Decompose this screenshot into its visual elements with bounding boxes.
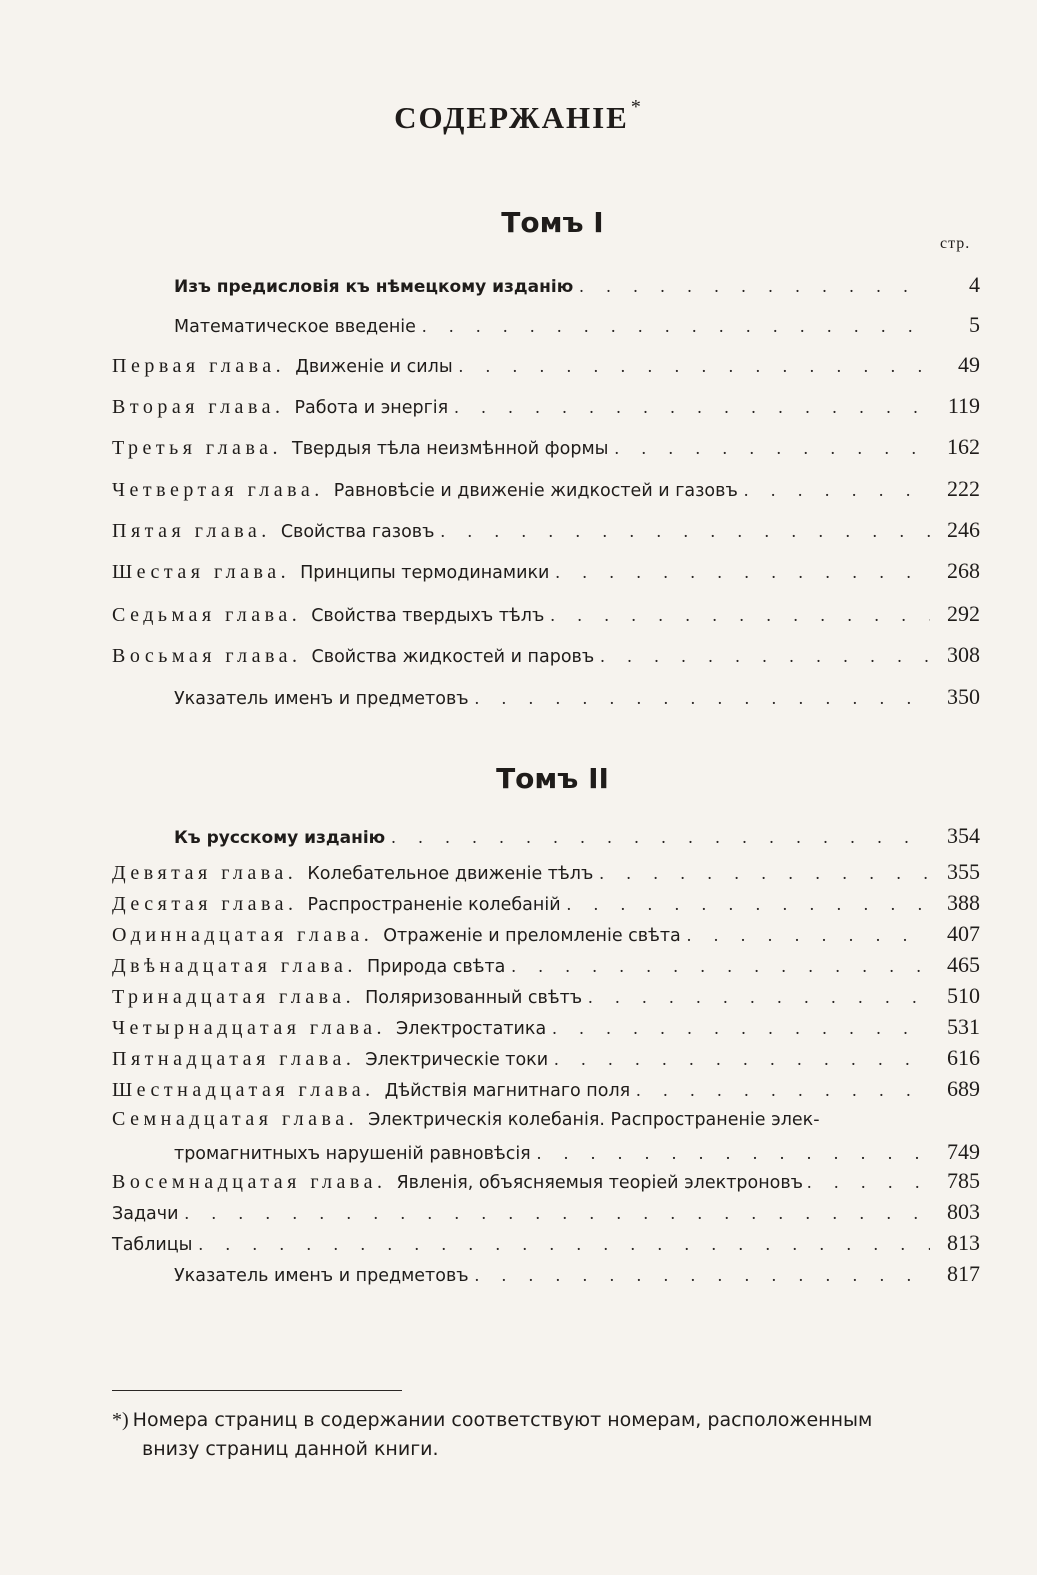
footnote	[112, 1406, 942, 1464]
toc-entry: Десятая глава. Распространеніе колебаній . . . 388	[112, 890, 980, 916]
toc-entry: Таблицы . . . 813	[112, 1230, 980, 1255]
toc-entry: Пятая глава. Свойства газовъ . . . 246	[112, 517, 980, 543]
title-footnote-mark: *	[630, 96, 643, 118]
footnote-mark: *)	[112, 1409, 129, 1431]
toc-entry: Задачи . . . 803	[112, 1199, 980, 1224]
footnote-line-2: внизу страниц данной книги.	[142, 1438, 439, 1460]
toc-entry: Указатель именъ и предметовъ . . . 350	[174, 684, 980, 709]
toc-entry: Математическое введеніе . . . 5	[174, 312, 980, 337]
page-column-header: стр.	[940, 235, 971, 252]
toc-entry: Тринадцатая глава. Поляризованный свѣтъ . . . 510	[112, 983, 980, 1009]
toc-entry: Третья глава. Твердыя тѣла неизмѣнной формы . . . 162	[112, 434, 980, 460]
toc-entry: Седьмая глава. Свойства твердыхъ тѣлъ . . . 292	[112, 601, 980, 627]
toc-entry: Восьмая глава. Свойства жидкостей и паровъ . . . 308	[112, 642, 980, 668]
toc-entry: Шестая глава. Принципы термодинамики . . . 268	[112, 558, 980, 584]
toc-entry: Изъ предисловія къ нѣмецкому изданію . . . 4	[174, 272, 980, 298]
toc-entry: Восемнадцатая глава. Явленія, объясняемыя теоріей электроновъ . . . 785	[112, 1168, 980, 1194]
volume-1-heading: Томъ I	[501, 206, 604, 239]
toc-entry: Девятая глава. Колебательное движеніе тѣлъ . . . 355	[112, 859, 980, 885]
footnote-line-1: Номера страниц в содержании соответствуют номерам, расположенным	[132, 1409, 873, 1431]
page-title: СОДЕРЖАНІЕ *	[394, 96, 643, 135]
toc-entry: Указатель именъ и предметовъ . . . 817	[174, 1261, 980, 1286]
toc-entry: Вторая глава. Работа и энергія . . . 119	[112, 393, 980, 419]
toc-entry: Четырнадцатая глава. Электростатика . . . 531	[112, 1014, 980, 1040]
footnote-divider	[112, 1390, 402, 1391]
toc-entry: Пятнадцатая глава. Электрическіе токи . . . 616	[112, 1045, 980, 1071]
toc-entry: Двѣнадцатая глава. Природа свѣта . . . 465	[112, 952, 980, 978]
volume-2-heading: Томъ II	[496, 762, 609, 795]
toc-entry: Четвертая глава. Равновѣсіе и движеніе жидкостей и газовъ . . . 222	[112, 476, 980, 502]
toc-entry: Одиннадцатая глава. Отраженіе и преломленіе свѣта . . . 407	[112, 921, 980, 947]
toc-entry: Къ русскому изданію . . . 354	[174, 823, 980, 849]
toc-entry: Первая глава. Движеніе и силы . . . 49	[112, 352, 980, 378]
toc-entry: Семнадцатая глава. Электрическія колебанія. Распространеніе элек- тромагнитныхъ нарушеній равновѣсія . . . 749	[112, 1104, 980, 1170]
toc-entry: Шестнадцатая глава. Дѣйствія магнитнаго поля . . . 689	[112, 1076, 980, 1102]
